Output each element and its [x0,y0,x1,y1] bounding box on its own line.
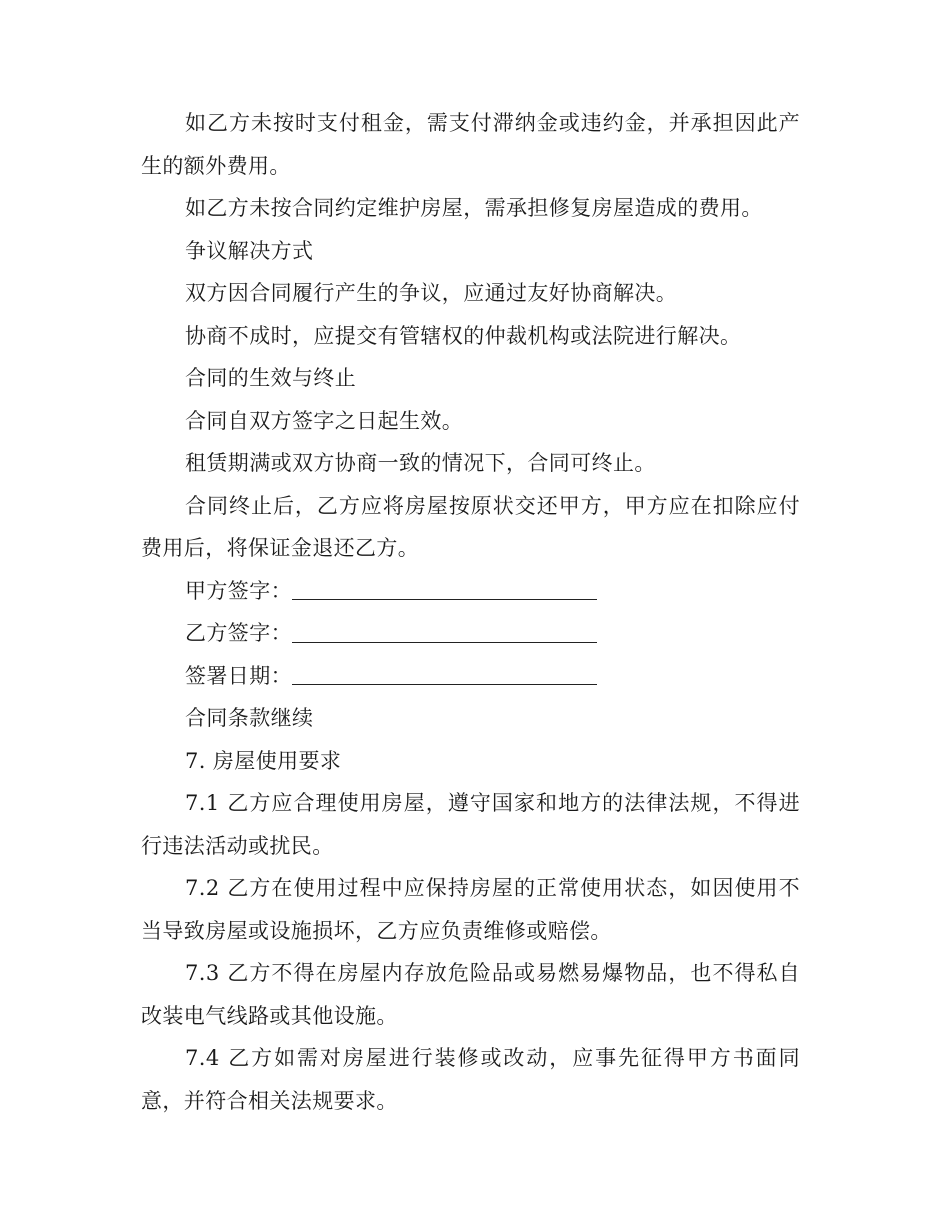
signature-label-party-a: 甲方签字： [185,578,292,603]
clause-7-4: 7.4 乙方如需对房屋进行装修或改动，应事先征得甲方书面同意，并符合相关法规要求。 [141,1046,800,1113]
signature-line-date [292,672,597,685]
paragraph-effective: 合同自双方签字之日起生效。 [185,408,464,433]
paragraph-return-deposit: 合同终止后，乙方应将房屋按原状交还甲方，甲方应在扣除应付费用后，将保证金退还乙方。 [141,493,800,560]
paragraph-negotiation: 双方因合同履行产生的争议，应通过友好协商解决。 [185,281,678,305]
clause-7-3: 7.3 乙方不得在房屋内存放危险品或易燃易爆物品，也不得私自改装电气线路或其他设施。 [141,961,800,1028]
paragraph-late-payment: 如乙方未按时支付租金，需支付滞纳金或违约金，并承担因此产生的额外费用。 [141,111,800,178]
heading-terms-continued: 合同条款继续 [185,706,314,730]
heading-effect-termination: 合同的生效与终止 [185,366,357,390]
heading-dispute-resolution: 争议解决方式 [185,238,314,263]
signature-row-party-a [141,570,800,613]
heading-section-7: 7. 房屋使用要求 [185,748,342,773]
signature-label-date: 签署日期： [185,663,292,688]
signature-line-party-a [292,587,597,600]
paragraph-arbitration: 协商不成时，应提交有管辖权的仲裁机构或法院进行解决。 [185,323,742,348]
signature-row-party-b [141,612,800,655]
clause-7-2: 7.2 乙方在使用过程中应保持房屋的正常使用状态，如因使用不当导致房屋或设施损坏，乙方应负责维修或赔偿。 [141,876,800,943]
paragraph-termination: 租赁期满或双方协商一致的情况下，合同可终止。 [185,451,656,475]
clause-7-1: 7.1 乙方应合理使用房屋，遵守国家和地方的法律法规，不得进行违法活动或扰民。 [141,791,800,858]
signature-label-party-b: 乙方签字： [185,621,292,645]
signature-line-party-b [292,630,597,643]
signature-row-date [141,655,800,698]
paragraph-maintenance: 如乙方未按合同约定维护房屋，需承担修复房屋造成的费用。 [185,196,763,220]
